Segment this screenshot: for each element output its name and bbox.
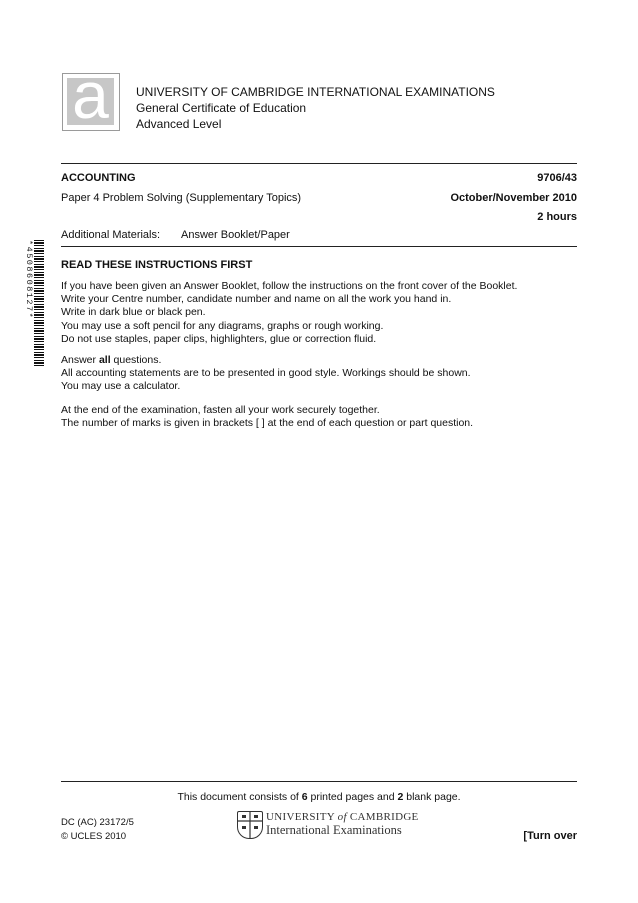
barcode (24, 240, 44, 368)
paper-title: Paper 4 Problem Solving (Supplementary Topics) (61, 192, 302, 204)
instruction-line: You may use a soft pencil for any diagrams, graphs or rough working. (61, 319, 384, 332)
materials-value: Answer Booklet/Paper (181, 229, 290, 241)
instruction-line: The number of marks is given in brackets [ ] at the end of each question or part question. (61, 417, 474, 430)
copyright: © UCLES 2010 (61, 831, 127, 842)
barcode-bars (34, 240, 44, 368)
duration: 2 hours (537, 211, 577, 223)
instructions-heading: READ THESE INSTRUCTIONS FIRST (61, 259, 253, 271)
header-university: UNIVERSITY OF CAMBRIDGE INTERNATIONAL EXAMINATIONS (136, 85, 495, 99)
instructions-block-2 (61, 354, 581, 394)
instruction-line: Answer all questions. (61, 354, 162, 366)
divider (61, 163, 577, 164)
divider (61, 246, 577, 247)
cambridge-crest-icon (237, 811, 263, 839)
instruction-line: At the end of the examination, fasten all your work securely together. (61, 404, 380, 416)
instructions-block-3 (61, 404, 581, 430)
exam-session: October/November 2010 (450, 192, 577, 204)
instruction-line: Write in dark blue or black pen. (61, 306, 206, 319)
instruction-line: You may use a calculator. (61, 380, 181, 393)
materials-label: Additional Materials: (61, 229, 161, 241)
instruction-line: Write your Centre number, candidate number and name on all the work you hand in. (61, 293, 452, 306)
paper-code: 9706/43 (537, 172, 577, 184)
header-certificate: General Certificate of Education (136, 101, 307, 115)
barcode-number: *4508608127* (24, 240, 34, 320)
divider (61, 781, 577, 782)
cie-logo (62, 73, 120, 131)
subject: ACCOUNTING (61, 172, 136, 184)
logo-letter: a (72, 78, 109, 125)
header-level: Advanced Level (136, 117, 222, 131)
instruction-line: Do not use staples, paper clips, highlighters, glue or correction fluid. (61, 332, 377, 345)
instruction-line: All accounting statements are to be presented in good style. Workings should be shown. (61, 367, 471, 380)
turn-over: [Turn over (523, 830, 577, 842)
page-count: This document consists of 6 printed pages and 2 blank page. (177, 791, 461, 803)
document-ref: DC (AC) 23172/5 (61, 817, 134, 828)
instruction-line: If you have been given an Answer Booklet, follow the instructions on the front cover of the Booklet. (61, 280, 518, 292)
instructions-block-1 (61, 280, 581, 346)
cambridge-wordmark: UNIVERSITY of CAMBRIDGE International Examinations (266, 811, 419, 837)
